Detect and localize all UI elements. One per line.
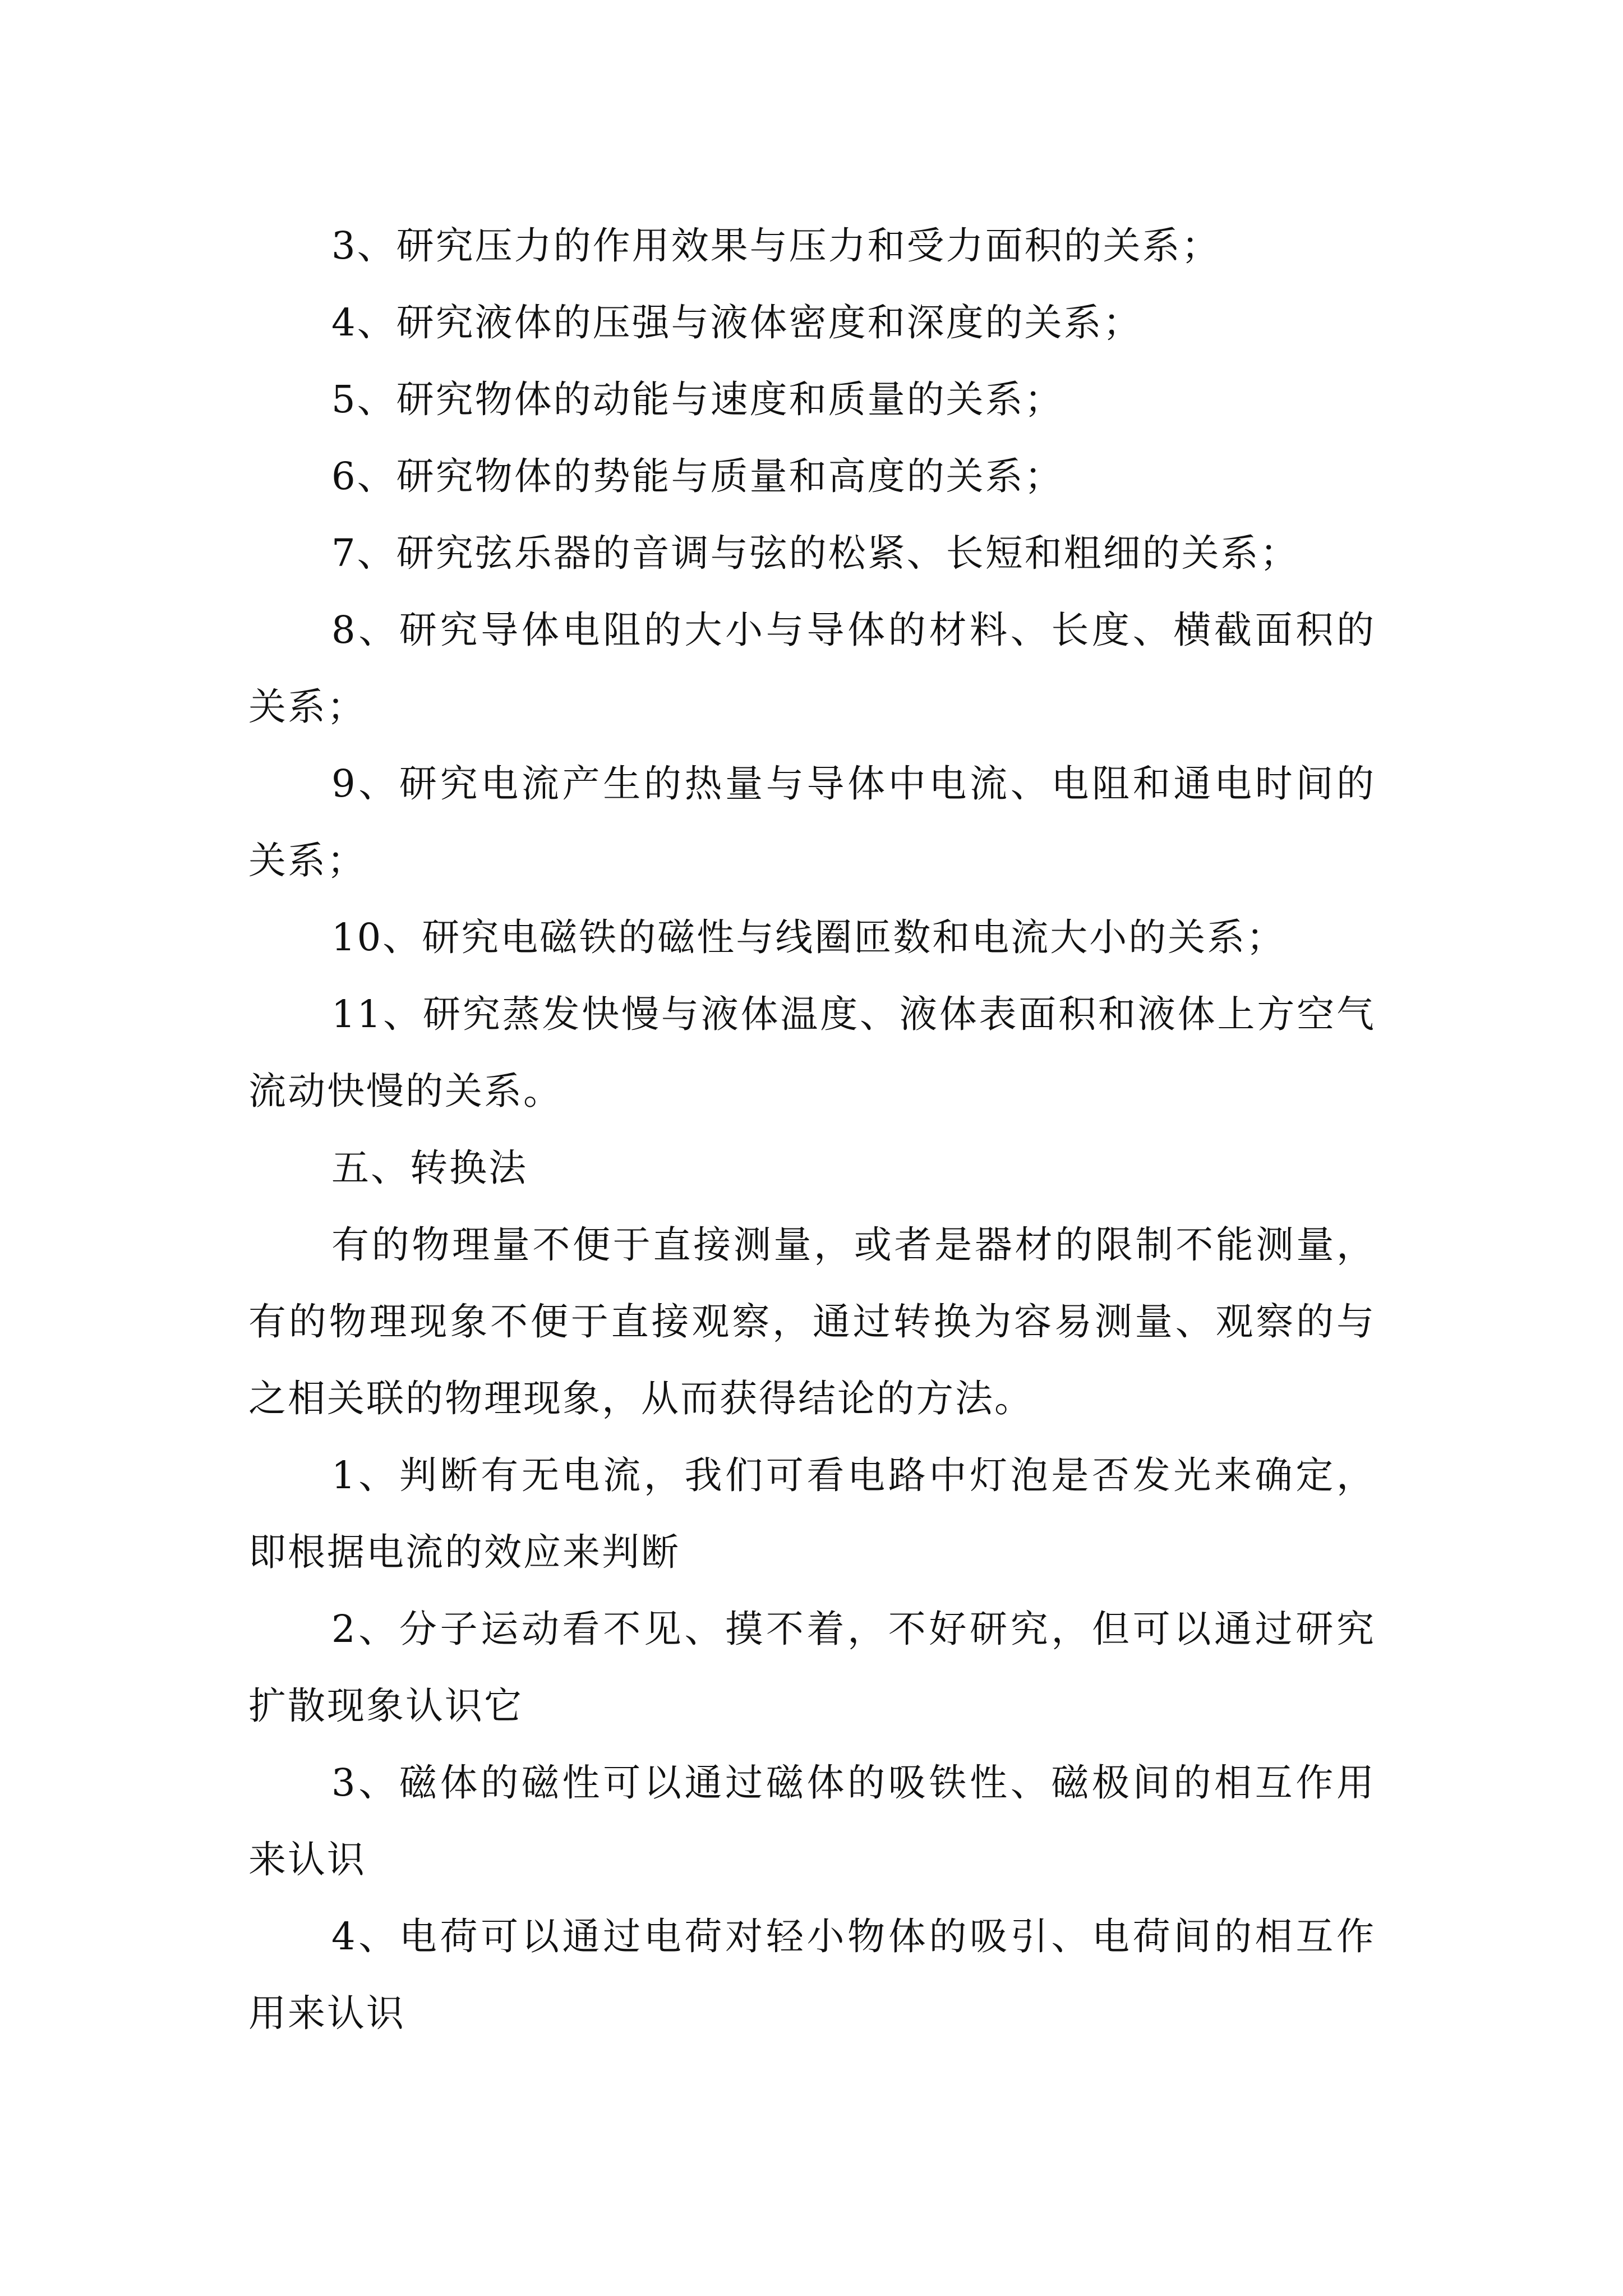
list-item-current-detection: 1、判断有无电流，我们可看电路中灯泡是否发光来确定，即根据电流的效应来判断	[248, 1453, 1376, 1574]
document-body	[248, 208, 1376, 2052]
list-item-liquid-pressure: 4、研究液体的压强与液体密度和深度的关系；	[331, 301, 1142, 344]
section-heading-conversion-method: 五、转换法	[331, 1146, 528, 1190]
list-item-string-pitch: 7、研究弦乐器的音调与弦的松紧、长短和粗细的关系；	[331, 531, 1299, 575]
list-item-magnetism: 3、磁体的磁性可以通过磁体的吸铁性、磁极间的相互作用来认识	[248, 1761, 1376, 1881]
list-item-electromagnet: 10、研究电磁铁的磁性与线圈匝数和电流大小的关系；	[331, 915, 1286, 959]
list-item-resistance: 8、研究导体电阻的大小与导体的材料、长度、横截面积的关系；	[248, 608, 1376, 729]
list-item-evaporation: 11、研究蒸发快慢与液体温度、液体表面积和液体上方空气流动快慢的关系。	[248, 992, 1376, 1113]
list-item-potential-energy: 6、研究物体的势能与质量和高度的关系；	[331, 454, 1064, 498]
list-item-electric-charge: 4、电荷可以通过电荷对轻小物体的吸引、电荷间的相互作用来认识	[248, 1915, 1376, 2035]
section-intro-paragraph: 有的物理量不便于直接测量，或者是器材的限制不能测量，有的物理现象不便于直接观察，通过转换为容易测量、观察的与之相关联的物理现象，从而获得结论的方法。	[248, 1223, 1376, 1420]
list-item-molecular-motion: 2、分子运动看不见、摸不着，不好研究，但可以通过研究扩散现象认识它	[248, 1607, 1376, 1728]
list-item-current-heat: 9、研究电流产生的热量与导体中电流、电阻和通电时间的关系；	[248, 762, 1376, 882]
list-item-kinetic-energy: 5、研究物体的动能与速度和质量的关系；	[331, 378, 1064, 421]
list-item-pressure-effect: 3、研究压力的作用效果与压力和受力面积的关系；	[331, 224, 1221, 268]
